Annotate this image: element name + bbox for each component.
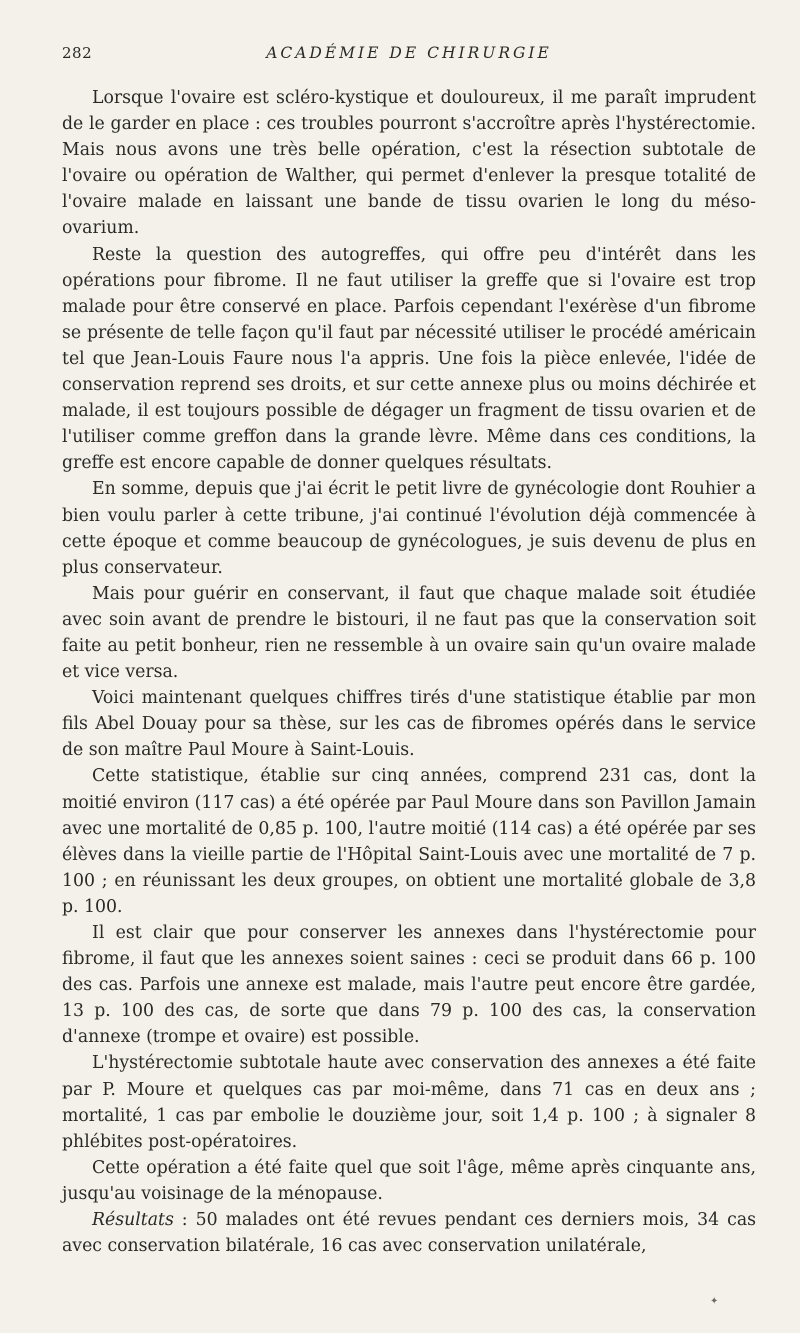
paragraph-en-somme: En somme, depuis que j'ai écrit le petit livre de gynécologie dont Rouhier a bien voulu parler à cette tribune, j'ai continué l'évolution déjà commencée à cette époque et comme beaucoup de gynécologues, je suis devenu de plus en plus conservateur. [62, 479, 756, 578]
paragraph-age: Cette opération a été faite quel que soit l'âge, même après cinquante ans, jusqu'au voisinage de la ménopause. [62, 1157, 756, 1204]
results-text: : 50 malades ont été revues pendant ces derniers mois, 34 cas avec conservation bilatérale, 16 cas avec conservation unilatérale, [62, 1210, 756, 1257]
paragraph-statistique-intro: Voici maintenant quelques chiffres tirés d'une statistique établie par mon fils Abel Douay pour sa thèse, sur les cas de fibromes opérés dans le service de son maître Paul Moure à Saint-Louis. [62, 688, 756, 761]
paragraph-ovaire-scleroKystique: Lorsque l'ovaire est scléro-kystique et douloureux, il me paraît imprudent de le garder en place : ces troubles pourront s'accroître après l'hystérectomie. Mais nous avons une très belle opération, c'est la résection subtotale de l'ovaire ou opération de Walther, qui permet d'enlever la presque totalité de l'ovaire malade en laissant une bande de tissu ovarien le long du méso-ovarium. [62, 88, 756, 239]
paragraph-statistique-mortalite: Cette statistique, établie sur cinq années, comprend 231 cas, dont la moitié environ (117 cas) a été opérée par Paul Moure dans son Pavillon Jamain avec une mortalité de 0,85 p. 100, l'autre moitié (114 cas) a été opérée par ses élèves dans la vieille partie de l'Hôpital Saint-Louis avec une mortalité de 7 p. 100 ; en réunissant les deux groupes, on obtient une mortalité globale de 3,8 p. 100. [62, 766, 756, 917]
body-text [62, 85, 756, 1259]
page-speck: ✦ [710, 1296, 719, 1307]
running-head [62, 44, 756, 68]
running-title: ACADÉMIE DE CHIRURGIE [266, 44, 552, 62]
paragraph-resultats [62, 1207, 756, 1259]
paragraph-guerir-en-conservant: Mais pour guérir en conservant, il faut que chaque malade soit étudiée avec soin avant de prendre le bistouri, il ne faut pas que la conservation soit faite au petit bonheur, rien ne ressemble à un ovaire sain qu'un ovaire malade et vice versa. [62, 583, 756, 683]
paragraph-hysterectomie-subtotale: L'hystérectomie subtotale haute avec conservation des annexes a été faite par P. Moure et quelques cas par moi-même, dans 71 cas en deux ans ; mortalité, 1 cas par embolie le douzième jour, soit 1,4 p. 100 ; à signaler 8 phlébites post-opératoires. [62, 1053, 756, 1152]
results-label: Résultats [92, 1210, 174, 1231]
paragraph-autogreffes: Reste la question des autogreffes, qui offre peu d'intérêt dans les opérations pour fibrome. Il ne faut utiliser la greffe que si l'ovaire est trop malade pour être conservé en place. Parfois cependant l'exérèse d'un fibrome se présente de telle façon qu'il faut par nécessité utiliser le procédé américain tel que Jean-Louis Faure nous l'a appris. Une fois la pièce enlevée, l'idée de conservation reprend ses droits, et sur cette annexe plus ou moins déchirée et malade, il est toujours possible de dégager un fragment de tissu ovarien et de l'utiliser comme greffon dans la grande lèvre. Même dans ces conditions, la greffe est encore capable de donner quelques résultats. [62, 244, 756, 474]
paragraph-annexes-saines: Il est clair que pour conserver les annexes dans l'hystérectomie pour fibrome, il faut que les annexes soient saines : ceci se produit dans 66 p. 100 des cas. Parfois une annexe est malade, mais l'autre peut encore être gardée, 13 p. 100 des cas, de sorte que dans 79 p. 100 des cas, la conservation d'annexe (trompe et ovaire) est possible. [62, 923, 756, 1048]
page-number: 282 [62, 44, 93, 62]
